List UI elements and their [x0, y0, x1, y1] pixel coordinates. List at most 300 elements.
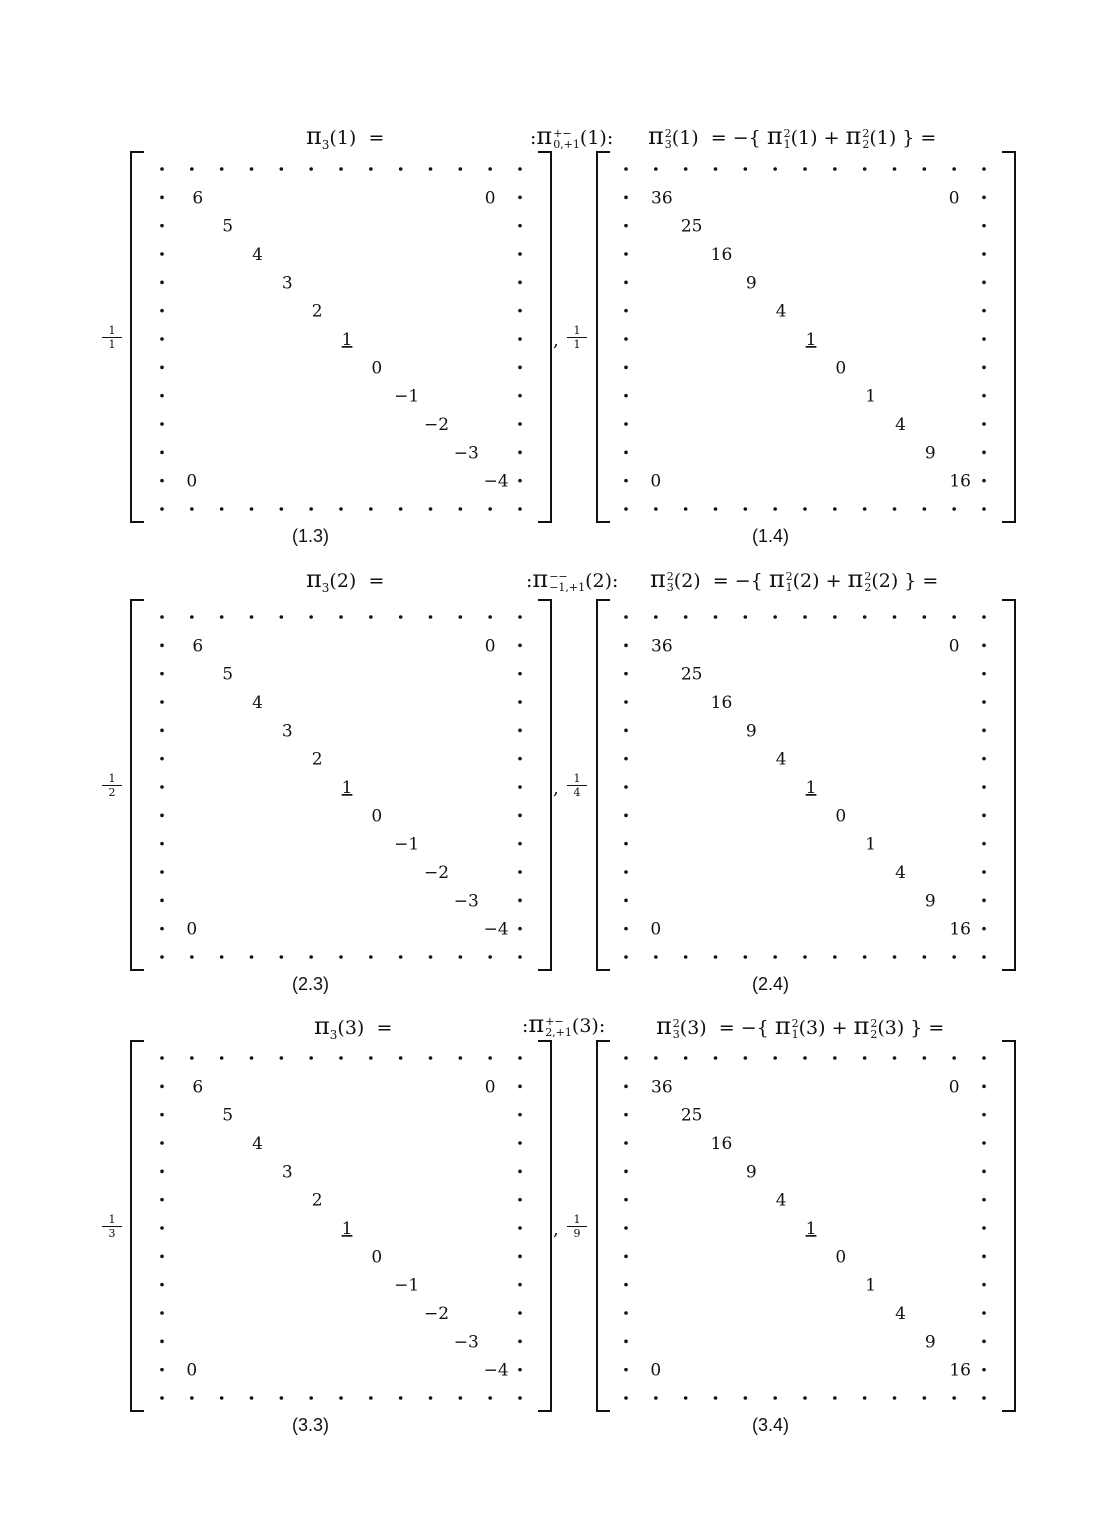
matrix-dot	[624, 700, 628, 704]
matrix-dot	[624, 1368, 628, 1372]
matrix-dot	[518, 955, 522, 959]
matrix-dot	[160, 757, 164, 761]
matrix-dot	[982, 309, 986, 313]
matrix-dot	[220, 507, 224, 511]
matrix-dot	[518, 167, 522, 171]
matrix-dot	[982, 281, 986, 285]
matrix-dot	[982, 252, 986, 256]
diagonal-entry: 4	[252, 245, 263, 265]
matrix-dot	[982, 1311, 986, 1315]
matrix-right-3	[596, 1040, 1016, 1412]
diagonal-entry: 0	[835, 1247, 847, 1268]
diagonal-entry: 25	[680, 664, 703, 685]
matrix-dot	[518, 1226, 522, 1230]
matrix-dot	[220, 167, 224, 171]
matrix-dot	[518, 729, 522, 733]
matrix-dot	[518, 196, 522, 200]
diagonal-entry: −3	[453, 1332, 479, 1353]
diagonal-entry: 16	[949, 1360, 971, 1381]
matrix-dot	[923, 1056, 927, 1060]
matrix-dot	[518, 1311, 522, 1315]
matrix-dot	[982, 479, 986, 483]
diagonal-entry: −1	[394, 834, 420, 855]
equation-label-1-3: (1.3)	[292, 526, 330, 546]
matrix-dot	[429, 167, 433, 171]
matrix-dot	[624, 955, 628, 959]
matrix-dot	[624, 366, 628, 370]
matrix-dot	[250, 955, 254, 959]
matrix-dot	[250, 1056, 254, 1060]
matrix-dot	[518, 1170, 522, 1174]
matrix-dot	[160, 672, 164, 676]
matrix-dot	[459, 167, 463, 171]
matrix-dot	[624, 927, 628, 931]
diagonal-entry: 1	[341, 778, 353, 798]
matrix-dot	[429, 1056, 433, 1060]
matrix-dot	[518, 224, 522, 228]
diagonal-entry: 3	[281, 1162, 293, 1183]
matrix-dot	[160, 281, 164, 285]
matrix-dot	[624, 196, 628, 200]
separator-comma-1: ,	[553, 330, 559, 351]
matrix-dot	[160, 785, 164, 789]
matrix-dot	[518, 507, 522, 511]
matrix-dot	[982, 366, 986, 370]
matrix-dot	[803, 1396, 807, 1400]
matrix-dot	[250, 507, 254, 511]
matrix-dot	[982, 1396, 986, 1400]
matrix-dot	[518, 1141, 522, 1145]
matrix-dot	[160, 729, 164, 733]
diagonal-entry: 16	[949, 919, 971, 940]
matrix-dot	[160, 337, 164, 341]
left-heading-1: $\pi_3(1)$ =	[306, 122, 385, 152]
left-bracket	[597, 600, 610, 970]
matrix-dot	[654, 1396, 658, 1400]
diagonal-entry: 4	[775, 1190, 787, 1211]
matrix-dot	[803, 167, 807, 171]
matrix-dot	[893, 167, 897, 171]
matrix-dot	[220, 955, 224, 959]
matrix-dot	[952, 167, 956, 171]
matrix-dot	[518, 644, 522, 648]
matrix-dot	[893, 507, 897, 511]
right-factor-1: $\frac{1}{1}$	[567, 324, 587, 351]
diagonal-entry: 4	[895, 1304, 906, 1324]
matrix-dot	[863, 507, 867, 511]
matrix-dot	[863, 1396, 867, 1400]
matrix-dot	[518, 252, 522, 256]
matrix-dot	[982, 899, 986, 903]
matrix-dot	[923, 1396, 927, 1400]
matrix-dot	[893, 1056, 897, 1060]
top-right-entry: 0	[948, 636, 960, 657]
matrix-dot	[220, 1056, 224, 1060]
matrix-dot	[399, 1056, 403, 1060]
matrix-dot	[624, 1226, 628, 1230]
matrix-dot	[624, 507, 628, 511]
matrix-dot	[399, 1396, 403, 1400]
matrix-dot	[624, 1198, 628, 1202]
matrix-dot	[459, 955, 463, 959]
diagonal-entry: −4	[483, 471, 509, 492]
matrix-dot	[982, 785, 986, 789]
matrix-dot	[518, 672, 522, 676]
matrix-dot	[684, 507, 688, 511]
matrix-dot	[923, 615, 927, 619]
matrix-dot	[773, 615, 777, 619]
matrix-dot	[714, 1056, 718, 1060]
matrix-dot	[952, 615, 956, 619]
matrix-dot	[160, 842, 164, 846]
matrix-dot	[280, 1396, 284, 1400]
matrix-dot	[459, 1056, 463, 1060]
matrix-dot	[309, 1056, 313, 1060]
matrix-dot	[744, 507, 748, 511]
matrix-dot	[923, 167, 927, 171]
matrix-dot	[190, 507, 194, 511]
matrix-dot	[624, 1170, 628, 1174]
diagonal-entry: 3	[281, 721, 293, 742]
matrix-dot	[863, 1056, 867, 1060]
matrix-dot	[624, 1311, 628, 1315]
matrix-dot	[624, 1056, 628, 1060]
matrix-dot	[399, 507, 403, 511]
matrix-right-2	[596, 599, 1016, 971]
matrix-dot	[923, 955, 927, 959]
matrix-dot	[369, 507, 373, 511]
matrix-dot	[160, 1340, 164, 1344]
diagonal-entry: 0	[371, 1247, 383, 1268]
left-heading-2: $\pi_3(2)$ =	[306, 565, 385, 595]
matrix-left-2	[130, 599, 552, 971]
matrix-dot	[160, 394, 164, 398]
matrix-dot	[488, 1056, 492, 1060]
matrix-dot	[190, 955, 194, 959]
matrix-dot	[369, 1056, 373, 1060]
diagonal-entry: 2	[311, 749, 323, 770]
bottom-left-entry: 0	[650, 1360, 662, 1381]
matrix-dot	[624, 672, 628, 676]
matrix-dot	[160, 1396, 164, 1400]
matrix-dot	[518, 422, 522, 426]
top-right-entry: 0	[484, 188, 496, 209]
diagonal-entry: 1	[805, 778, 817, 798]
matrix-dot	[369, 1396, 373, 1400]
diagonal-entry: −4	[483, 1360, 509, 1381]
diagonal-entry: 4	[895, 863, 906, 883]
matrix-dot	[714, 1396, 718, 1400]
matrix-dot	[982, 422, 986, 426]
equation-label-1-4: (1.4)	[752, 526, 790, 546]
matrix-dot	[744, 167, 748, 171]
matrix-dot	[654, 615, 658, 619]
matrix-dot	[160, 1226, 164, 1230]
bottom-left-entry: 0	[186, 919, 198, 940]
matrix-dot	[518, 1113, 522, 1117]
matrix-dot	[160, 1085, 164, 1089]
matrix-dot	[518, 1085, 522, 1089]
matrix-dot	[893, 955, 897, 959]
matrix-dot	[518, 309, 522, 313]
matrix-dot	[624, 1283, 628, 1287]
matrix-dot	[488, 955, 492, 959]
matrix-dot	[160, 955, 164, 959]
matrix-dot	[280, 615, 284, 619]
top-right-entry: 0	[948, 188, 960, 209]
matrix-dot	[160, 422, 164, 426]
diagonal-entry: 36	[651, 188, 673, 209]
diagonal-entry: 6	[192, 188, 204, 209]
matrix-dot	[518, 366, 522, 370]
matrix-dot	[160, 252, 164, 256]
left-factor-2: $\frac{1}{2}$	[102, 772, 122, 799]
matrix-dot	[160, 899, 164, 903]
matrix-dot	[459, 1396, 463, 1400]
matrix-dot	[190, 167, 194, 171]
right-factor-3: $\frac{1}{9}$	[567, 1213, 587, 1240]
diagonal-entry: −3	[453, 443, 479, 464]
matrix-dot	[160, 196, 164, 200]
middle-heading-3: :π +− 2,+1 (3):	[522, 1010, 606, 1039]
matrix-dot	[160, 615, 164, 619]
matrix-dot	[773, 955, 777, 959]
matrix-dot	[624, 281, 628, 285]
matrix-dot	[982, 507, 986, 511]
left-bracket	[131, 600, 144, 970]
matrix-dot	[518, 785, 522, 789]
matrix-dot	[624, 814, 628, 818]
matrix-left-1-svg	[130, 151, 552, 523]
matrix-dot	[518, 1283, 522, 1287]
matrix-dot	[160, 1198, 164, 1202]
matrix-dot	[982, 1113, 986, 1117]
diagonal-entry: 1	[341, 330, 353, 350]
right-bracket	[538, 152, 551, 522]
matrix-right-1	[596, 151, 1016, 523]
matrix-dot	[399, 615, 403, 619]
matrix-dot	[624, 615, 628, 619]
matrix-dot	[863, 167, 867, 171]
matrix-dot	[624, 842, 628, 846]
diagonal-entry: 4	[775, 301, 787, 322]
matrix-dot	[459, 507, 463, 511]
matrix-dot	[952, 1396, 956, 1400]
matrix-dot	[624, 1396, 628, 1400]
diagonal-entry: 9	[924, 443, 936, 464]
equation-label-2-4: (2.4)	[752, 974, 790, 994]
diagonal-entry: −2	[423, 863, 450, 883]
left-bracket	[597, 1041, 610, 1411]
diagonal-entry: 16	[949, 471, 971, 492]
matrix-dot	[684, 167, 688, 171]
matrix-dot	[518, 615, 522, 619]
matrix-dot	[339, 1396, 343, 1400]
matrix-dot	[982, 757, 986, 761]
matrix-dot	[833, 1056, 837, 1060]
diagonal-entry: 36	[651, 636, 673, 657]
right-factor-2: $\frac{1}{4}$	[567, 772, 587, 799]
matrix-dot	[429, 615, 433, 619]
matrix-dot	[923, 507, 927, 511]
matrix-dot	[160, 1056, 164, 1060]
equation-label-3-3: (3.3)	[292, 1415, 330, 1435]
matrix-dot	[744, 1056, 748, 1060]
matrix-dot	[160, 309, 164, 313]
diagonal-entry: 3	[281, 273, 293, 294]
diagonal-entry: 1	[865, 1275, 877, 1296]
matrix-dot	[624, 422, 628, 426]
matrix-dot	[624, 785, 628, 789]
left-bracket	[131, 1041, 144, 1411]
diagonal-entry: 9	[745, 721, 757, 742]
diagonal-entry: 2	[311, 301, 323, 322]
diagonal-entry: 6	[192, 1077, 204, 1098]
matrix-dot	[309, 507, 313, 511]
matrix-dot	[714, 955, 718, 959]
equation-label-2-3: (2.3)	[292, 974, 330, 994]
top-right-entry: 0	[484, 1077, 496, 1098]
matrix-dot	[982, 1226, 986, 1230]
matrix-dot	[982, 451, 986, 455]
matrix-dot	[684, 1056, 688, 1060]
left-factor-1: $\frac{1}{1}$	[102, 324, 122, 351]
diagonal-entry: −1	[394, 386, 420, 407]
diagonal-entry: 5	[222, 664, 234, 685]
diagonal-entry: 2	[311, 1190, 323, 1211]
diagonal-entry: 6	[192, 636, 204, 657]
diagonal-entry: −1	[394, 1275, 420, 1296]
matrix-dot	[803, 1056, 807, 1060]
matrix-left-2-svg	[130, 599, 552, 971]
diagonal-entry: 1	[805, 1219, 817, 1239]
diagonal-entry: 9	[924, 1332, 936, 1353]
matrix-dot	[982, 1170, 986, 1174]
matrix-dot	[624, 167, 628, 171]
matrix-dot	[518, 1368, 522, 1372]
diagonal-entry: 1	[865, 834, 877, 855]
matrix-dot	[369, 955, 373, 959]
diagonal-entry: 0	[835, 806, 847, 827]
matrix-dot	[160, 1255, 164, 1259]
matrix-dot	[518, 927, 522, 931]
diagonal-entry: 0	[371, 358, 383, 379]
matrix-dot	[309, 955, 313, 959]
diagonal-entry: 36	[651, 1077, 673, 1098]
diagonal-entry: −3	[453, 891, 479, 912]
matrix-dot	[488, 615, 492, 619]
matrix-dot	[624, 252, 628, 256]
diagonal-entry: 4	[895, 415, 906, 435]
matrix-dot	[803, 955, 807, 959]
matrix-dot	[518, 1056, 522, 1060]
matrix-dot	[624, 224, 628, 228]
diagonal-entry: 9	[924, 891, 936, 912]
matrix-dot	[250, 615, 254, 619]
matrix-dot	[982, 644, 986, 648]
diagonal-entry: 16	[710, 693, 733, 713]
matrix-dot	[833, 167, 837, 171]
top-right-entry: 0	[948, 1077, 960, 1098]
bottom-left-entry: 0	[650, 919, 662, 940]
diagonal-entry: 16	[710, 245, 733, 265]
matrix-dot	[982, 842, 986, 846]
diagonal-entry: 25	[680, 216, 703, 237]
matrix-dot	[429, 1396, 433, 1400]
diagonal-entry: 25	[680, 1105, 703, 1126]
matrix-dot	[160, 1141, 164, 1145]
matrix-dot	[518, 281, 522, 285]
right-bracket	[1002, 1041, 1015, 1411]
matrix-dot	[339, 615, 343, 619]
matrix-dot	[309, 167, 313, 171]
matrix-dot	[893, 615, 897, 619]
matrix-dot	[624, 309, 628, 313]
matrix-left-3	[130, 1040, 552, 1412]
matrix-dot	[160, 366, 164, 370]
matrix-dot	[160, 927, 164, 931]
matrix-dot	[518, 1255, 522, 1259]
matrix-dot	[160, 814, 164, 818]
matrix-dot	[624, 644, 628, 648]
matrix-left-3-svg	[130, 1040, 552, 1412]
matrix-dot	[160, 451, 164, 455]
matrix-dot	[744, 615, 748, 619]
matrix-dot	[654, 507, 658, 511]
matrix-dot	[220, 1396, 224, 1400]
matrix-dot	[280, 507, 284, 511]
matrix-dot	[518, 814, 522, 818]
matrix-dot	[160, 224, 164, 228]
diagonal-entry: 9	[745, 273, 757, 294]
diagonal-entry: 5	[222, 1105, 234, 1126]
matrix-dot	[624, 729, 628, 733]
matrix-dot	[773, 1396, 777, 1400]
matrix-dot	[803, 615, 807, 619]
matrix-dot	[624, 451, 628, 455]
matrix-dot	[369, 615, 373, 619]
matrix-dot	[429, 507, 433, 511]
matrix-dot	[982, 224, 986, 228]
matrix-dot	[160, 1311, 164, 1315]
diagonal-entry: 1	[341, 1219, 353, 1239]
right-heading-2: π 2 3 (2) = −{ π 2 1 (2) + π 2 2 (2) } =	[650, 565, 939, 594]
matrix-dot	[952, 955, 956, 959]
matrix-dot	[833, 955, 837, 959]
matrix-dot	[624, 1141, 628, 1145]
matrix-dot	[220, 615, 224, 619]
matrix-dot	[624, 757, 628, 761]
matrix-right-2-svg	[596, 599, 1016, 971]
matrix-dot	[518, 700, 522, 704]
matrix-dot	[160, 507, 164, 511]
right-bracket	[1002, 152, 1015, 522]
matrix-dot	[982, 1198, 986, 1202]
left-factor-3: $\frac{1}{3}$	[102, 1213, 122, 1240]
diagonal-entry: −4	[483, 919, 509, 940]
matrix-dot	[863, 955, 867, 959]
matrix-dot	[160, 870, 164, 874]
matrix-right-1-svg	[596, 151, 1016, 523]
matrix-dot	[773, 1056, 777, 1060]
middle-heading-2: :π −− −1,+1 (2):	[526, 565, 619, 594]
matrix-dot	[982, 615, 986, 619]
matrix-dot	[982, 1056, 986, 1060]
matrix-dot	[624, 394, 628, 398]
matrix-dot	[369, 167, 373, 171]
matrix-dot	[624, 337, 628, 341]
matrix-dot	[982, 1085, 986, 1089]
